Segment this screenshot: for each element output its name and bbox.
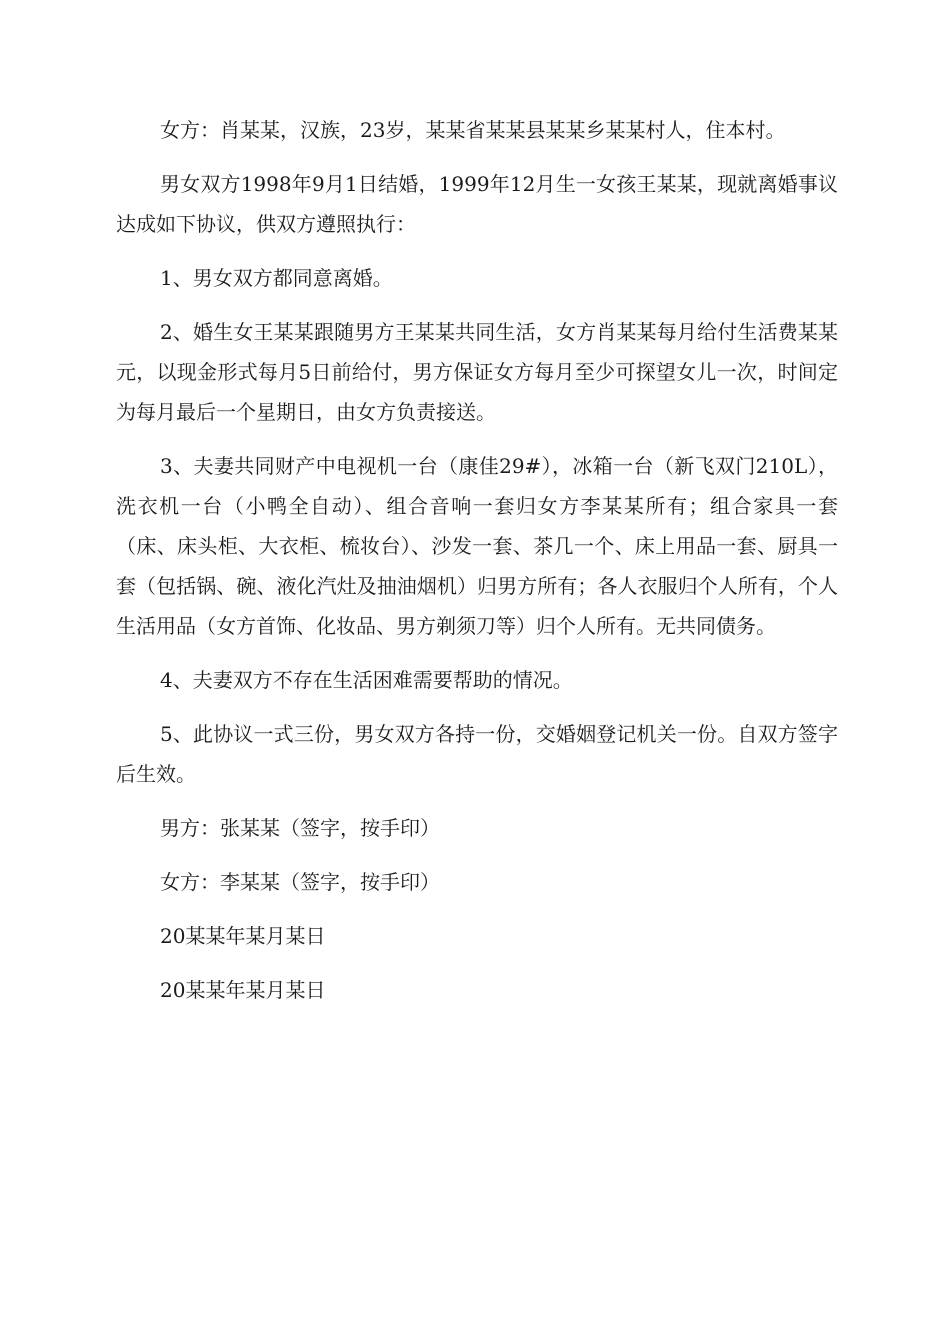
- marriage-intro-paragraph: 男女双方1998年9月1日结婚，1999年12月生一女孩王某某，现就离婚事议达成如下协议，供双方遵照执行：: [116, 172, 838, 236]
- party-female-paragraph: 女方：肖某某，汉族，23岁，某某省某某县某某乡某某村人，住本村。: [160, 118, 786, 142]
- date-line-1: 20某某年某月某日: [160, 924, 326, 948]
- clause-2-paragraph: 2、婚生女王某某跟随男方王某某共同生活，女方肖某某每月给付生活费某某元，以现金形式每月5日前给付，男方保证女方每月至少可探望女儿一次，时间定为每月最后一个星期日，由女方负责接送。: [116, 320, 838, 424]
- clause-4-paragraph: 4、夫妻双方不存在生活困难需要帮助的情况。: [160, 668, 573, 692]
- date-line-2: 20某某年某月某日: [160, 978, 326, 1002]
- clause-5-paragraph: 5、此协议一式三份，男女双方各持一份，交婚姻登记机关一份。自双方签字后生效。: [116, 722, 838, 786]
- clause-3-paragraph: 3、夫妻共同财产中电视机一台（康佳29#），冰箱一台（新飞双门210L），洗衣机一台（小鸭全自动）、组合音响一套归女方李某某所有；组合家具一套（床、床头柜、大衣柜、梳妆台）、沙发一套、茶几一个、床上用品一套、厨具一套（包括锅、碗、液化汽灶及抽油烟机）归男方所有；各人衣服归个人所有，个人生活用品（女方首饰、化妆品、男方剃须刀等）归个人所有。无共同债务。: [116, 454, 838, 638]
- female-signature-line: 女方：李某某（签字，按手印）: [160, 870, 440, 894]
- clause-1-paragraph: 1、男女双方都同意离婚。: [160, 266, 393, 290]
- male-signature-line: 男方：张某某（签字，按手印）: [160, 816, 440, 840]
- document-body: [116, 110, 838, 1024]
